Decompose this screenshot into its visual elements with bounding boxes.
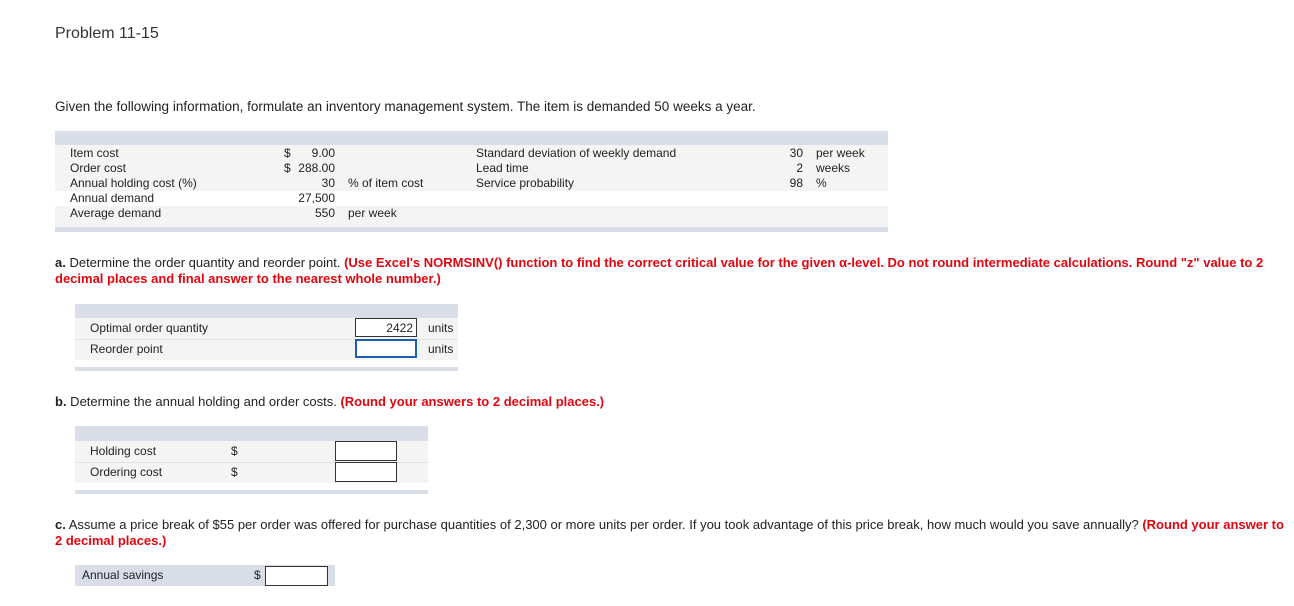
part-a-text: Determine the order quantity and reorder point. xyxy=(65,255,345,270)
reorder-point-label: Reorder point xyxy=(90,342,163,356)
info-annual-demand-label: Annual demand xyxy=(70,191,155,205)
info-holding-cost-label: Annual holding cost (%) xyxy=(70,176,197,190)
holding-cost-dollar: $ xyxy=(231,444,238,458)
part-b-text: Determine the annual holding and order costs. xyxy=(66,394,341,409)
part-a-lead: a. xyxy=(55,255,66,270)
info-holding-cost-value: 30 xyxy=(321,176,335,190)
annual-savings-dollar: $ xyxy=(254,568,261,582)
info-item-cost-dollar: $ xyxy=(284,146,291,160)
holding-cost-label: Holding cost xyxy=(90,444,157,458)
part-c-question xyxy=(55,517,1290,549)
info-lead-time-label: Lead time xyxy=(476,161,529,175)
info-average-demand-unit: per week xyxy=(348,206,397,220)
info-item-cost-value: 9.00 xyxy=(311,146,335,160)
problem-intro: Given the following information, formulate an inventory management system. The item is demanded 50 weeks a year. xyxy=(55,99,756,114)
part-c-instruction: (Round your answer to 2 decimal places.) xyxy=(55,517,1284,548)
ordering-cost-label: Ordering cost xyxy=(90,465,163,479)
reorder-point-input[interactable] xyxy=(355,339,417,358)
reorder-point-unit: units xyxy=(428,342,454,356)
info-item-cost-label: Item cost xyxy=(70,146,119,160)
info-service-prob-label: Service probability xyxy=(476,176,575,190)
ordering-cost-input[interactable] xyxy=(335,462,397,482)
info-lead-time-unit: weeks xyxy=(816,161,851,175)
info-service-prob-unit: % xyxy=(816,176,827,190)
part-b-question xyxy=(55,394,1290,410)
annual-savings-label: Annual savings xyxy=(82,568,164,582)
optimal-order-quantity-unit: units xyxy=(428,321,454,335)
part-a-instruction: (Use Excel's NORMSINV() function to find the correct critical value for the given α-level. Do not round intermediate calculations. Round "z" value to 2 decimal places and final answer to the nearest whole number.) xyxy=(55,255,1264,286)
info-average-demand-value: 550 xyxy=(314,206,335,220)
info-average-demand-label: Average demand xyxy=(70,206,162,220)
info-std-dev-value: 30 xyxy=(789,146,803,160)
optimal-order-quantity-label: Optimal order quantity xyxy=(90,321,209,335)
optimal-order-quantity-input[interactable]: 2422 xyxy=(355,318,417,337)
info-order-cost-label: Order cost xyxy=(70,161,127,175)
ordering-cost-dollar: $ xyxy=(231,465,238,479)
info-std-dev-label: Standard deviation of weekly demand xyxy=(476,146,677,160)
part-b-lead: b. xyxy=(55,394,67,409)
info-holding-cost-unit: % of item cost xyxy=(348,176,424,190)
info-std-dev-unit: per week xyxy=(816,146,865,160)
part-c-lead: c. xyxy=(55,517,66,532)
info-service-prob-value: 98 xyxy=(789,176,803,190)
info-annual-demand-value: 27,500 xyxy=(298,191,335,205)
page-title: Problem 11-15 xyxy=(55,25,159,42)
info-lead-time-value: 2 xyxy=(796,161,803,175)
part-b-instruction: (Round your answers to 2 decimal places.) xyxy=(340,394,605,409)
annual-savings-input[interactable] xyxy=(265,566,328,586)
holding-cost-input[interactable] xyxy=(335,441,397,461)
info-order-cost-dollar: $ xyxy=(284,161,291,175)
part-c-text: Assume a price break of $55 per order was offered for purchase quantities of 2,300 or more units per order. If you took advantage of this price break, how much would you save annually? xyxy=(65,517,1143,532)
info-order-cost-value: 288.00 xyxy=(298,161,335,175)
part-a-question xyxy=(55,255,1290,287)
